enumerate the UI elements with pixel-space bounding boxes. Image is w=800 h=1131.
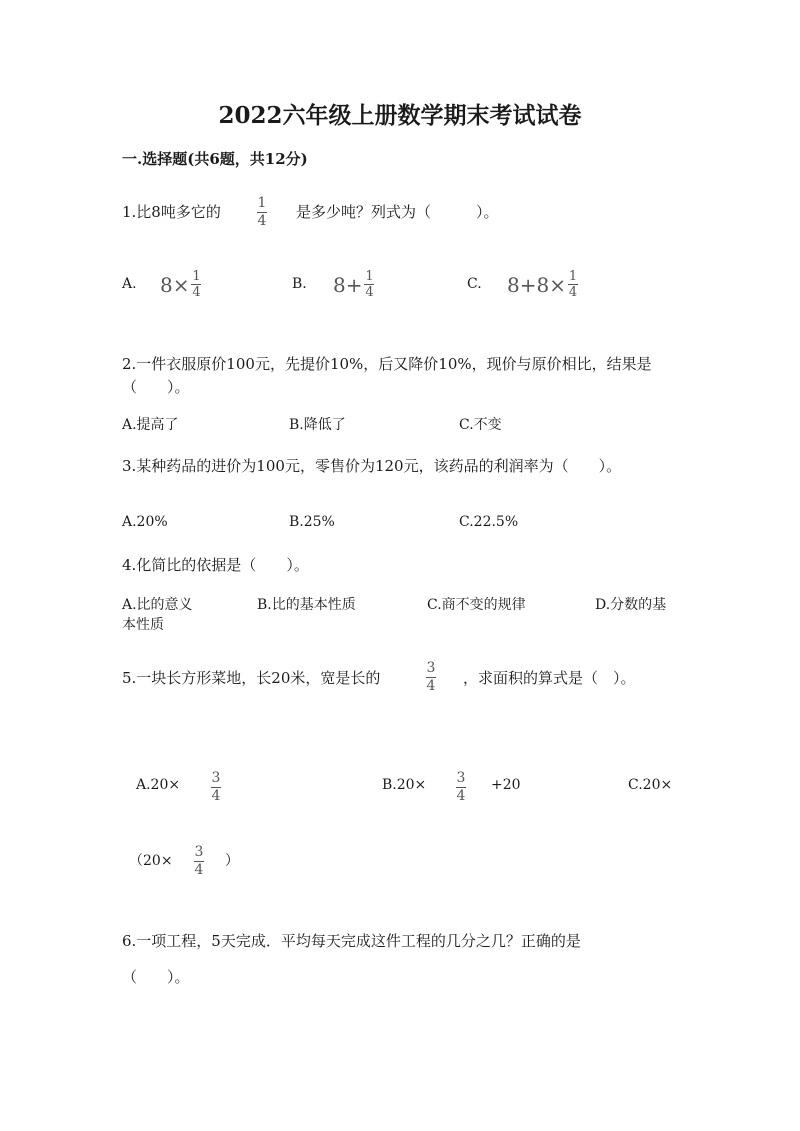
q5-option-c-fraction — [194, 845, 204, 878]
q1-option-c-expr-text: 8+8× — [507, 273, 566, 297]
q5-option-a[interactable]: A.20× — [136, 777, 181, 793]
q4-option-d[interactable]: D.分数的基 — [595, 597, 667, 613]
q5-fraction — [426, 661, 436, 694]
q5-option-c-den: 4 — [194, 862, 204, 878]
q5-option-b-den: 4 — [456, 788, 466, 804]
q2-option-b[interactable]: B.降低了 — [289, 417, 346, 433]
q1-text-before: 1.比8吨多它的 — [122, 203, 221, 221]
q2-text-line1: 2.一件衣服原价100元，先提价10%，后又降价10%，现价与原价相比，结果是 — [122, 355, 652, 373]
q4-option-a[interactable]: A.比的意义 — [122, 597, 193, 613]
q4-option-b[interactable]: B.比的基本性质 — [257, 597, 356, 613]
q5-option-c-num: 3 — [194, 844, 204, 860]
q1-frac-den: 4 — [257, 213, 267, 229]
q1-option-c-label[interactable]: C. — [467, 276, 482, 292]
q4-option-d-wrap[interactable]: 本性质 — [122, 617, 164, 633]
q1-option-b-num: 1 — [365, 269, 374, 284]
q2-option-c[interactable]: C.不变 — [459, 417, 502, 433]
q1-fraction — [257, 196, 267, 229]
page-title: 2022六年级上册数学期末考试试卷 — [218, 102, 582, 129]
q1-option-a-expr-text: 8× — [160, 273, 190, 297]
q5-option-c-continued: （20× — [129, 853, 173, 869]
q3-option-b[interactable]: B.25% — [289, 514, 335, 530]
q1-option-b-label[interactable]: B. — [292, 276, 307, 292]
q5-option-a-den: 4 — [211, 788, 221, 804]
section-heading: 一.选择题(共6题，共12分) — [122, 150, 308, 168]
q1-option-b-expr-text: 8+ — [333, 273, 363, 297]
q5-option-b-num: 3 — [456, 770, 466, 786]
q1-option-b-den: 4 — [365, 285, 374, 300]
q5-option-b[interactable]: B.20× — [382, 777, 427, 793]
q2-option-a[interactable]: A.提高了 — [122, 417, 179, 433]
q5-text-before: 5.一块长方形菜地，长20米，宽是长的 — [122, 669, 381, 687]
q5-option-c-close: ） — [225, 853, 239, 869]
q5-frac-num: 3 — [426, 660, 436, 676]
q3-option-a[interactable]: A.20% — [122, 514, 168, 530]
q5-option-b-tail: +20 — [491, 777, 521, 793]
q4-option-c[interactable]: C.商不变的规律 — [427, 597, 526, 613]
q1-option-c-den: 4 — [568, 285, 578, 300]
q1-option-b-expr[interactable] — [333, 269, 374, 301]
q5-option-a-num: 3 — [211, 770, 221, 786]
q2-text-line2: （ ）。 — [122, 378, 190, 396]
q1-text-after: 是多少吨？列式为（ ）。 — [296, 203, 499, 221]
q5-text-after: ，求面积的算式是（ ）。 — [463, 669, 636, 687]
q5-option-a-fraction — [211, 771, 221, 804]
q3-text: 3.某种药品的进价为100元，零售价为120元，该药品的利润率为（ ）。 — [122, 457, 622, 475]
q1-frac-num: 1 — [257, 195, 267, 211]
q5-option-c[interactable]: C.20× — [628, 777, 673, 793]
q1-option-a-label[interactable]: A. — [122, 276, 137, 292]
q5-option-b-fraction — [456, 771, 466, 804]
q1-option-c-num: 1 — [568, 269, 578, 284]
q6-text-line1: 6.一项工程，5天完成．平均每天完成这件工程的几分之几？正确的是 — [122, 932, 581, 950]
q4-text: 4.化简比的依据是（ ）。 — [122, 556, 309, 574]
q1-option-a-expr[interactable] — [160, 269, 201, 301]
q1-option-a-den: 4 — [192, 285, 201, 300]
q1-option-c-expr[interactable] — [507, 269, 578, 301]
q3-option-c[interactable]: C.22.5% — [459, 514, 519, 530]
q5-frac-den: 4 — [426, 678, 436, 694]
q6-text-line2: （ ）。 — [122, 968, 190, 986]
q1-option-a-num: 1 — [192, 269, 201, 284]
